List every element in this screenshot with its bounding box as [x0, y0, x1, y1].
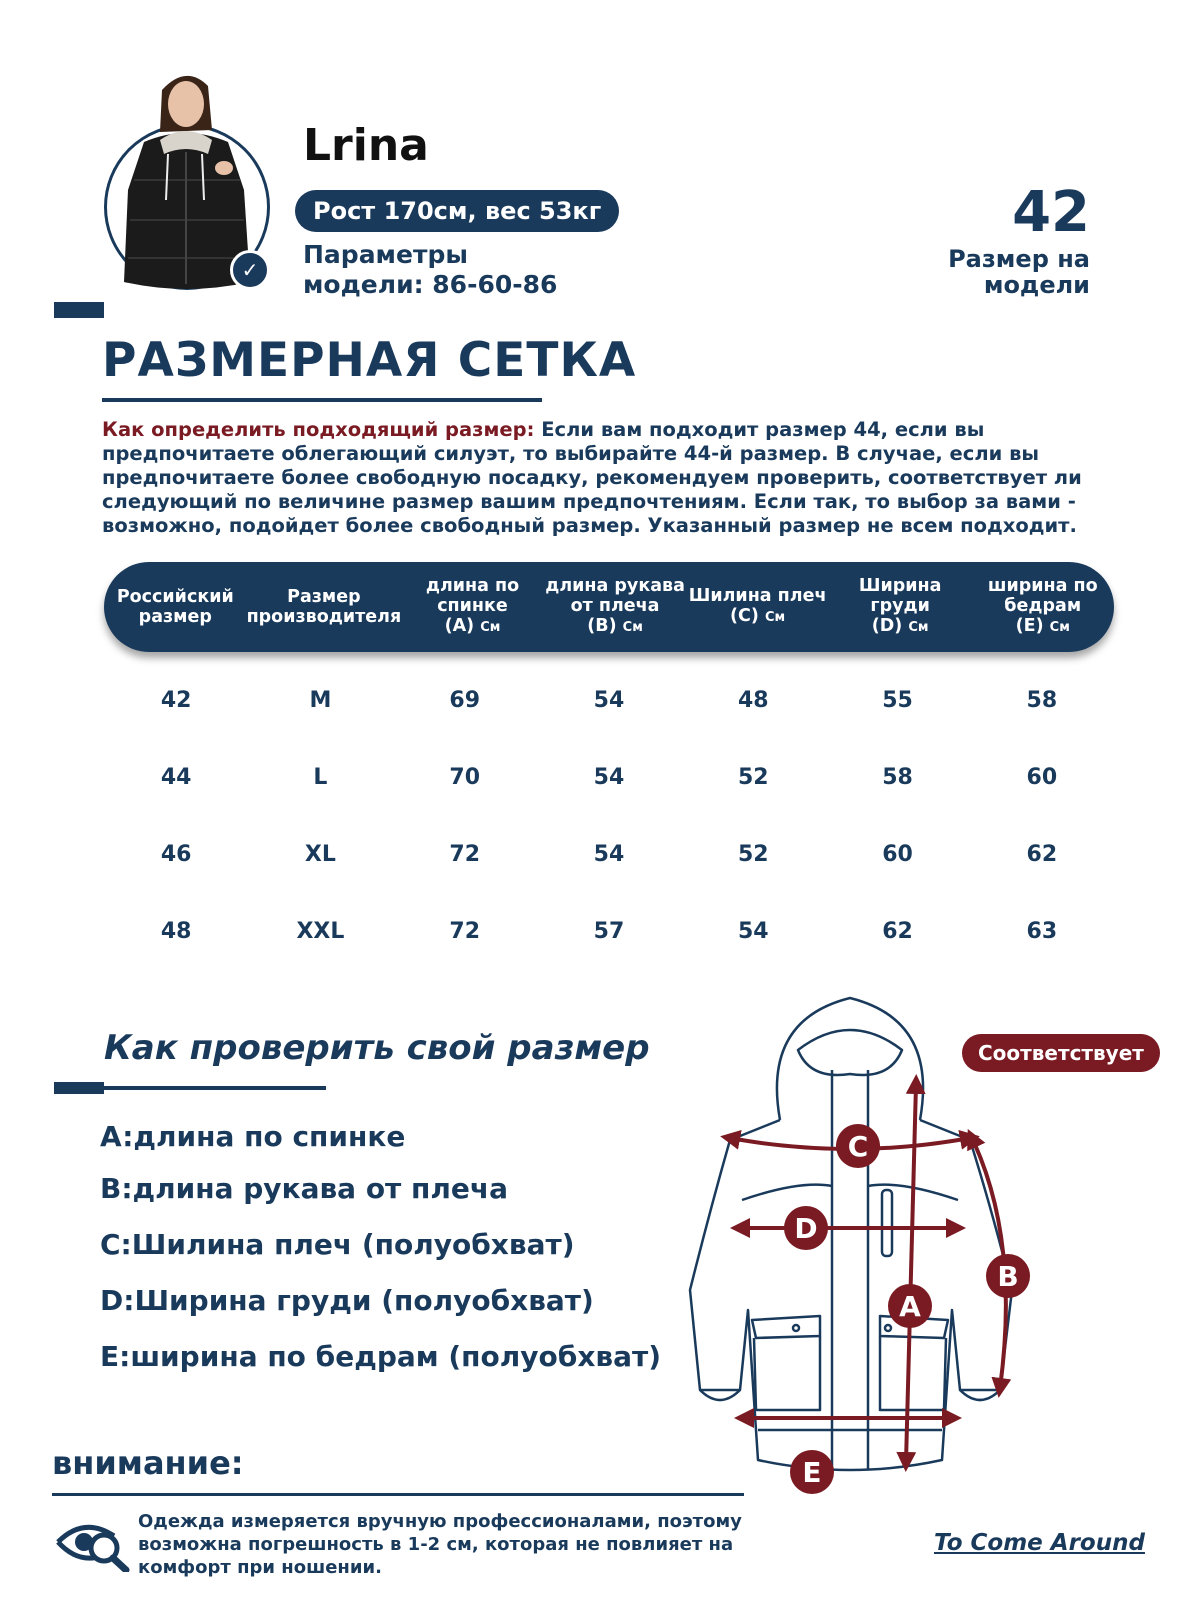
fit-badge: Соответствует [962, 1034, 1160, 1072]
table-cell: M [309, 688, 332, 713]
intro-lead: Как определить подходящий размер: [102, 418, 535, 441]
table-cell: 48 [737, 688, 769, 713]
table-row [104, 765, 1114, 790]
header-sleeve-length: длина рукава от плеча (B) См [545, 576, 685, 636]
table-cell: 70 [449, 765, 481, 790]
model-size-label-line1: Размер на [948, 245, 1090, 273]
decor-bar [54, 302, 104, 318]
table-row [104, 919, 1114, 944]
model-params [303, 240, 557, 300]
header-back-length: длина по спинке (A) См [425, 576, 520, 636]
table-cell: 60 [882, 842, 913, 867]
label-d: D [794, 1212, 818, 1245]
table-cell: 69 [449, 688, 481, 713]
table-cell: 46 [160, 842, 192, 867]
table-cell: 72 [449, 919, 481, 944]
header-ru-size: Российский размер [116, 587, 234, 627]
table-cell: 62 [882, 919, 913, 944]
model-size-label [948, 246, 1090, 298]
model-params-line2: модели: 86-60-86 [303, 270, 558, 299]
model-name: Lrina [303, 120, 429, 171]
table-cell: 55 [882, 688, 913, 713]
legend-item-b: B:длина рукава от плеча [100, 1172, 508, 1205]
warning-underline [52, 1493, 744, 1496]
table-cell: 48 [160, 919, 192, 944]
legend-item-c: C:Шилина плеч (полуобхват) [100, 1228, 575, 1261]
table-cell: 44 [160, 765, 192, 790]
table-row [104, 688, 1114, 713]
table-cell: 57 [593, 919, 625, 944]
model-params-line1: Параметры [303, 240, 468, 269]
label-b: B [997, 1260, 1019, 1293]
table-cell: XXL [296, 919, 345, 944]
table-cell: 62 [1026, 842, 1058, 867]
model-size-value: 42 [1012, 180, 1090, 245]
checkmark-icon: ✓ [230, 250, 270, 290]
warning-text: Одежда измеряется вручную профессионалами, поэтому возможна погрешность в 1-2 см, которая не повлияет на комфорт при ношении. [138, 1511, 742, 1578]
how-to-underline [56, 1086, 326, 1090]
model-size-label-line2: модели [983, 271, 1090, 299]
table-cell: 58 [1026, 688, 1058, 713]
legend-item-a: A:длина по спинке [100, 1120, 406, 1153]
label-c: C [847, 1130, 869, 1163]
table-cell: 63 [1026, 919, 1058, 944]
table-cell: 42 [160, 688, 192, 713]
table-cell: 60 [1026, 765, 1058, 790]
warning-title: внимание: [52, 1444, 244, 1482]
model-height-weight: Рост 170см, вес 53кг [295, 190, 619, 232]
size-table-header [104, 562, 1114, 652]
header-maker-size: Размер производителя [246, 587, 402, 627]
model-avatar [104, 70, 274, 300]
header-shoulder-width: Шилина плеч (C) См [688, 586, 827, 626]
table-cell: 58 [882, 765, 913, 790]
header-chest-width: Ширина груди (D) См [858, 576, 942, 636]
how-to-title: Как проверить свой размер [104, 1028, 650, 1068]
table-cell: 54 [593, 765, 625, 790]
label-a: A [899, 1290, 921, 1323]
intro-paragraph [102, 418, 1132, 538]
legend-item-e: E:ширина по бедрам (полуобхват) [100, 1340, 662, 1373]
table-cell: XL [304, 842, 336, 867]
table-row [104, 842, 1114, 867]
title-underline [102, 398, 542, 402]
page-title: РАЗМЕРНАЯ СЕТКА [102, 333, 637, 388]
table-cell: 52 [737, 765, 769, 790]
eye-magnifier-icon [54, 1512, 132, 1572]
label-e: E [802, 1456, 822, 1489]
legend-item-d: D:Ширина груди (полуобхват) [100, 1284, 594, 1317]
table-cell: 54 [593, 688, 625, 713]
header-hip-width: ширина по бедрам (E) См [987, 576, 1098, 636]
table-cell: 52 [737, 842, 769, 867]
table-cell: 54 [737, 919, 769, 944]
brand-name: To Come Around [934, 1530, 1145, 1556]
table-cell: L [313, 765, 328, 790]
table-cell: 72 [449, 842, 481, 867]
table-cell: 54 [593, 842, 625, 867]
intro-text: Если вам подходит размер 44, если вы предпочитаете облегающий силуэт, то выбирайте 44-й размер. В случае, если вы предпочитаете более свободную посадку, рекомендуем проверить, соответствует ли следующий по величине размер вашим предпочтениям. Если так, то выбор за вами - возможно, подойдет более свободный размер. Указанный размер не всем подходит. [102, 418, 1082, 537]
